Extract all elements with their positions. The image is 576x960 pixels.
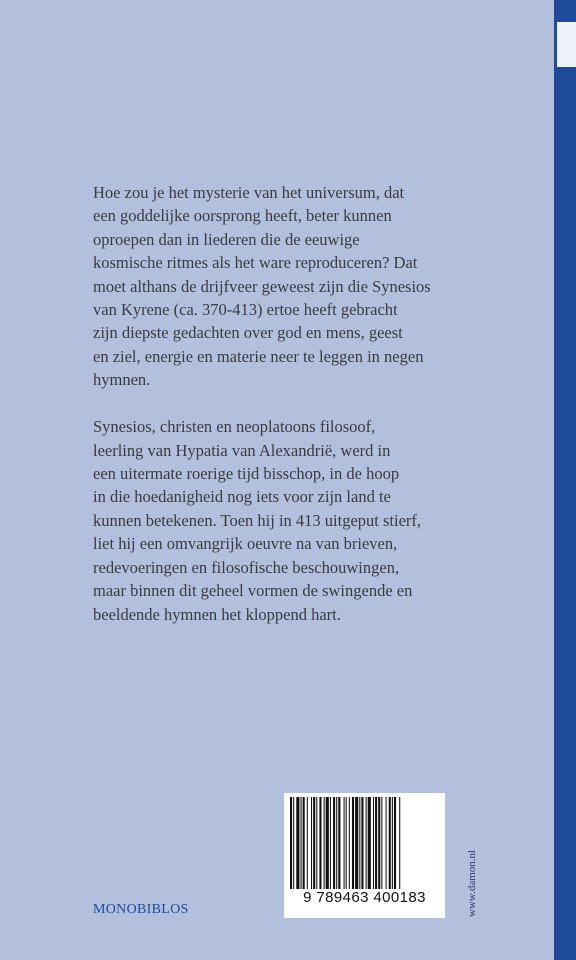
barcode-bar (311, 797, 312, 889)
barcode-bar (303, 797, 305, 889)
barcode-bar (361, 797, 363, 889)
back-cover-blurb (93, 181, 523, 650)
spine-band (554, 0, 576, 960)
blurb-line: en ziel, energie en materie neer te leggen in negen (93, 346, 424, 366)
barcode-bar (316, 797, 317, 889)
blurb-line: leerling van Hypatia van Alexandrië, werd in (93, 440, 391, 460)
spine-label-tab (557, 22, 576, 67)
blurb-line: redevoeringen en filosofische beschouwingen, (93, 557, 400, 577)
blurb-line: Synesios, christen en neoplatoons filosoof, (93, 417, 376, 437)
barcode-bar (333, 797, 335, 889)
blurb-line: Hoe zou je het mysterie van het universum, dat (93, 183, 405, 202)
barcode-bar (344, 797, 345, 889)
barcode-bar (378, 797, 380, 889)
barcode-bar (399, 797, 400, 889)
blurb-line: beeldende hymnen het kloppend hart. (93, 604, 341, 624)
blurb-line: kunnen betekenen. Toen hij in 413 uitgeput stierf, (93, 510, 422, 530)
blurb-line: kosmische ritmes als het ware reproduceren? Dat (93, 253, 418, 273)
isbn-barcode (284, 793, 445, 918)
blurb-line: hymnen. (93, 370, 151, 390)
blurb-line: maar binnen dit geheel vormen de swingende en (93, 581, 413, 601)
barcode-bar (296, 797, 299, 889)
barcode-bar (392, 797, 393, 889)
barcode-bar (290, 797, 292, 889)
barcode-bar (359, 797, 360, 889)
blurb-line: van Kyrene (ca. 370-413) ertoe heeft gebracht (93, 300, 398, 320)
blurb-line: liet hij een omvangrijk oeuvre na van brieven, (93, 534, 398, 554)
barcode-bars (290, 797, 439, 889)
blurb-line: een uitermate roerige tijd bisschop, in de hoop (93, 464, 400, 484)
barcode-bar (375, 797, 377, 889)
barcode-bar (352, 797, 354, 889)
blurb-line: in die hoedanigheid nog iets voor zijn land te (93, 487, 391, 507)
barcode-bar (394, 797, 396, 889)
barcode-bar (355, 797, 358, 889)
publisher-series-name: MONOBIBLOS (93, 902, 189, 917)
barcode-bar (330, 797, 331, 889)
barcode-bar (338, 797, 340, 889)
barcode-bar (349, 797, 350, 889)
blurb-paragraph-2 (93, 415, 523, 626)
blurb-line: oproepen dan in liederen die de eeuwige (93, 229, 360, 249)
barcode-bar (301, 797, 302, 889)
barcode-bar (307, 797, 308, 889)
blurb-line: zijn diepste gedachten over god en mens, geest (93, 323, 403, 343)
barcode-bar (389, 797, 391, 889)
barcode-bar (381, 797, 382, 889)
blurb-line: een goddelijke oorsprong heeft, beter kunnen (93, 206, 392, 226)
barcode-bar (366, 797, 367, 889)
barcode-bar (368, 797, 371, 889)
publisher-website: www.damon.nl (466, 849, 478, 917)
barcode-bar (336, 797, 337, 889)
barcode-bar (386, 797, 387, 889)
blurb-paragraph-1 (93, 181, 523, 392)
barcode-bar (313, 797, 315, 889)
barcode-bar (293, 797, 294, 889)
isbn-number: 9 789463 400183 (303, 889, 426, 906)
barcode-bar (346, 797, 347, 889)
barcode-bar (326, 797, 329, 889)
barcode-bar (373, 797, 374, 889)
blurb-line: moet althans de drijfveer geweest zijn die Synesios (93, 276, 431, 296)
barcode-bar (319, 797, 321, 889)
barcode-bar (324, 797, 325, 889)
